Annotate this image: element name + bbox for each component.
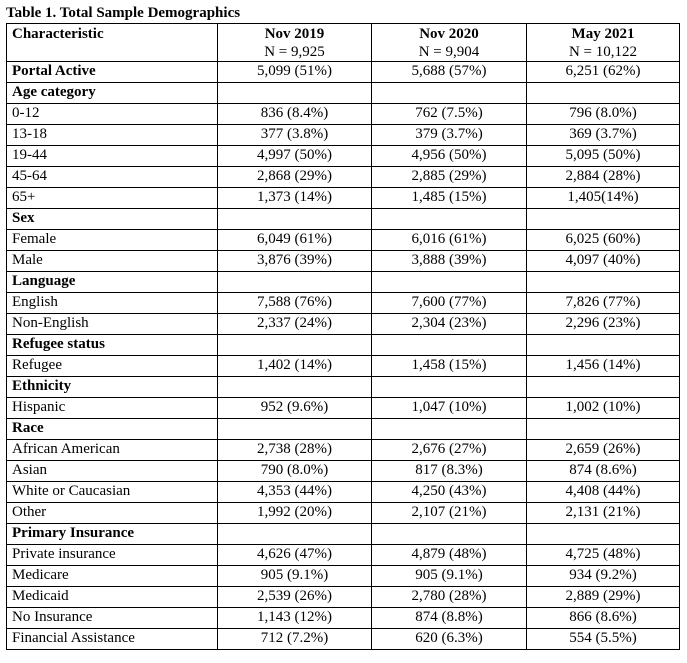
header-row	[7, 24, 680, 62]
table-row	[7, 629, 680, 650]
demographics-table	[6, 23, 680, 650]
header-n: N = 10,122	[568, 44, 638, 60]
table-row	[7, 314, 680, 335]
cell-value: 1,002 (10%)	[527, 398, 680, 419]
cell-value	[527, 209, 680, 230]
cell-value	[218, 377, 372, 398]
cell-value: 934 (9.2%)	[527, 566, 680, 587]
header-characteristic: Characteristic	[7, 24, 218, 62]
table-row	[7, 230, 680, 251]
row-label: Private insurance	[7, 545, 218, 566]
header-n: N = 9,904	[418, 44, 480, 60]
section-row	[7, 524, 680, 545]
cell-value: 2,539 (26%)	[218, 587, 372, 608]
cell-value: 4,408 (44%)	[527, 482, 680, 503]
section-label: Language	[7, 272, 218, 293]
header-label: May 2021	[571, 26, 635, 42]
cell-value: 836 (8.4%)	[218, 104, 372, 125]
cell-value: 2,885 (29%)	[372, 167, 527, 188]
cell-value: 1,402 (14%)	[218, 356, 372, 377]
cell-value	[372, 524, 527, 545]
table-row	[7, 482, 680, 503]
table-row	[7, 104, 680, 125]
cell-value: 2,296 (23%)	[527, 314, 680, 335]
cell-value: 6,049 (61%)	[218, 230, 372, 251]
cell-value	[527, 335, 680, 356]
cell-value: 6,025 (60%)	[527, 230, 680, 251]
section-label: Sex	[7, 209, 218, 230]
cell-value: 5,099 (51%)	[218, 62, 372, 83]
row-label: Other	[7, 503, 218, 524]
cell-value: 2,676 (27%)	[372, 440, 527, 461]
cell-value	[372, 209, 527, 230]
table-title: Table 1. Total Sample Demographics	[6, 5, 241, 21]
document	[6, 4, 679, 650]
table-row	[7, 125, 680, 146]
table-body	[7, 62, 680, 650]
table-row	[7, 62, 680, 83]
cell-value: 620 (6.3%)	[372, 629, 527, 650]
section-row	[7, 335, 680, 356]
cell-value: 7,588 (76%)	[218, 293, 372, 314]
section-label: Primary Insurance	[7, 524, 218, 545]
row-label: White or Caucasian	[7, 482, 218, 503]
cell-value	[372, 335, 527, 356]
header-nov-2019	[218, 24, 372, 62]
header-label: Nov 2019	[264, 26, 325, 42]
cell-value: 866 (8.6%)	[527, 608, 680, 629]
row-label: 19-44	[7, 146, 218, 167]
cell-value: 5,688 (57%)	[372, 62, 527, 83]
cell-value: 1,992 (20%)	[218, 503, 372, 524]
cell-value: 2,659 (26%)	[527, 440, 680, 461]
row-label: English	[7, 293, 218, 314]
cell-value: 2,107 (21%)	[372, 503, 527, 524]
header-nov-2020	[372, 24, 527, 62]
cell-value: 4,879 (48%)	[372, 545, 527, 566]
cell-value: 952 (9.6%)	[218, 398, 372, 419]
cell-value: 1,458 (15%)	[372, 356, 527, 377]
cell-value: 905 (9.1%)	[218, 566, 372, 587]
section-label: Refugee status	[7, 335, 218, 356]
cell-value: 1,485 (15%)	[372, 188, 527, 209]
cell-value: 5,095 (50%)	[527, 146, 680, 167]
header-may-2021	[527, 24, 680, 62]
cell-value: 2,889 (29%)	[527, 587, 680, 608]
cell-value: 1,047 (10%)	[372, 398, 527, 419]
cell-value	[527, 83, 680, 104]
table-row	[7, 398, 680, 419]
section-row	[7, 83, 680, 104]
section-row	[7, 419, 680, 440]
header-label: Nov 2020	[419, 26, 479, 42]
row-label: Male	[7, 251, 218, 272]
cell-value: 874 (8.6%)	[527, 461, 680, 482]
row-label: African American	[7, 440, 218, 461]
cell-value: 4,353 (44%)	[218, 482, 372, 503]
cell-value	[218, 419, 372, 440]
row-label: Financial Assistance	[7, 629, 218, 650]
cell-value: 762 (7.5%)	[372, 104, 527, 125]
cell-value: 796 (8.0%)	[527, 104, 680, 125]
cell-value	[218, 272, 372, 293]
cell-value: 1,143 (12%)	[218, 608, 372, 629]
cell-value: 817 (8.3%)	[372, 461, 527, 482]
cell-value: 4,725 (48%)	[527, 545, 680, 566]
cell-value: 554 (5.5%)	[527, 629, 680, 650]
cell-value	[372, 419, 527, 440]
row-label: 45-64	[7, 167, 218, 188]
cell-value: 4,956 (50%)	[372, 146, 527, 167]
row-label: Non-English	[7, 314, 218, 335]
cell-value: 905 (9.1%)	[372, 566, 527, 587]
row-label: No Insurance	[7, 608, 218, 629]
cell-value: 2,131 (21%)	[527, 503, 680, 524]
row-label: 0-12	[7, 104, 218, 125]
cell-value: 4,997 (50%)	[218, 146, 372, 167]
table-row	[7, 146, 680, 167]
cell-value: 2,304 (23%)	[372, 314, 527, 335]
cell-value	[527, 377, 680, 398]
section-row	[7, 377, 680, 398]
cell-value	[218, 83, 372, 104]
section-row	[7, 209, 680, 230]
cell-value: 874 (8.8%)	[372, 608, 527, 629]
table-row	[7, 293, 680, 314]
table-row	[7, 587, 680, 608]
row-label: Hispanic	[7, 398, 218, 419]
cell-value: 7,826 (77%)	[527, 293, 680, 314]
cell-value: 1,405(14%)	[527, 188, 680, 209]
cell-value: 3,888 (39%)	[372, 251, 527, 272]
cell-value: 1,373 (14%)	[218, 188, 372, 209]
row-label: 65+	[7, 188, 218, 209]
cell-value: 2,884 (28%)	[527, 167, 680, 188]
cell-value: 4,097 (40%)	[527, 251, 680, 272]
section-label: Age category	[7, 83, 218, 104]
table-row	[7, 440, 680, 461]
cell-value	[218, 209, 372, 230]
row-label: Medicare	[7, 566, 218, 587]
table-row	[7, 461, 680, 482]
cell-value	[372, 83, 527, 104]
cell-value	[218, 524, 372, 545]
cell-value: 1,456 (14%)	[527, 356, 680, 377]
table-row	[7, 503, 680, 524]
table-row	[7, 188, 680, 209]
header-n: N = 9,925	[264, 44, 325, 60]
row-label: Refugee	[7, 356, 218, 377]
cell-value: 6,016 (61%)	[372, 230, 527, 251]
cell-value: 790 (8.0%)	[218, 461, 372, 482]
cell-value: 377 (3.8%)	[218, 125, 372, 146]
cell-value: 4,626 (47%)	[218, 545, 372, 566]
row-label: Portal Active	[7, 62, 218, 83]
cell-value: 2,738 (28%)	[218, 440, 372, 461]
cell-value: 3,876 (39%)	[218, 251, 372, 272]
section-label: Ethnicity	[7, 377, 218, 398]
table-row	[7, 356, 680, 377]
cell-value: 369 (3.7%)	[527, 125, 680, 146]
cell-value	[527, 272, 680, 293]
cell-value	[372, 272, 527, 293]
cell-value: 2,337 (24%)	[218, 314, 372, 335]
row-label: Medicaid	[7, 587, 218, 608]
row-label: Asian	[7, 461, 218, 482]
cell-value: 2,780 (28%)	[372, 587, 527, 608]
table-row	[7, 251, 680, 272]
cell-value: 4,250 (43%)	[372, 482, 527, 503]
table-row	[7, 566, 680, 587]
table-row	[7, 545, 680, 566]
row-label: 13-18	[7, 125, 218, 146]
section-label: Race	[7, 419, 218, 440]
table-row	[7, 608, 680, 629]
section-row	[7, 272, 680, 293]
cell-value: 2,868 (29%)	[218, 167, 372, 188]
cell-value	[527, 419, 680, 440]
cell-value: 379 (3.7%)	[372, 125, 527, 146]
cell-value: 6,251 (62%)	[527, 62, 680, 83]
cell-value	[218, 335, 372, 356]
row-label: Female	[7, 230, 218, 251]
table-row	[7, 167, 680, 188]
cell-value	[527, 524, 680, 545]
cell-value: 712 (7.2%)	[218, 629, 372, 650]
cell-value	[372, 377, 527, 398]
cell-value: 7,600 (77%)	[372, 293, 527, 314]
